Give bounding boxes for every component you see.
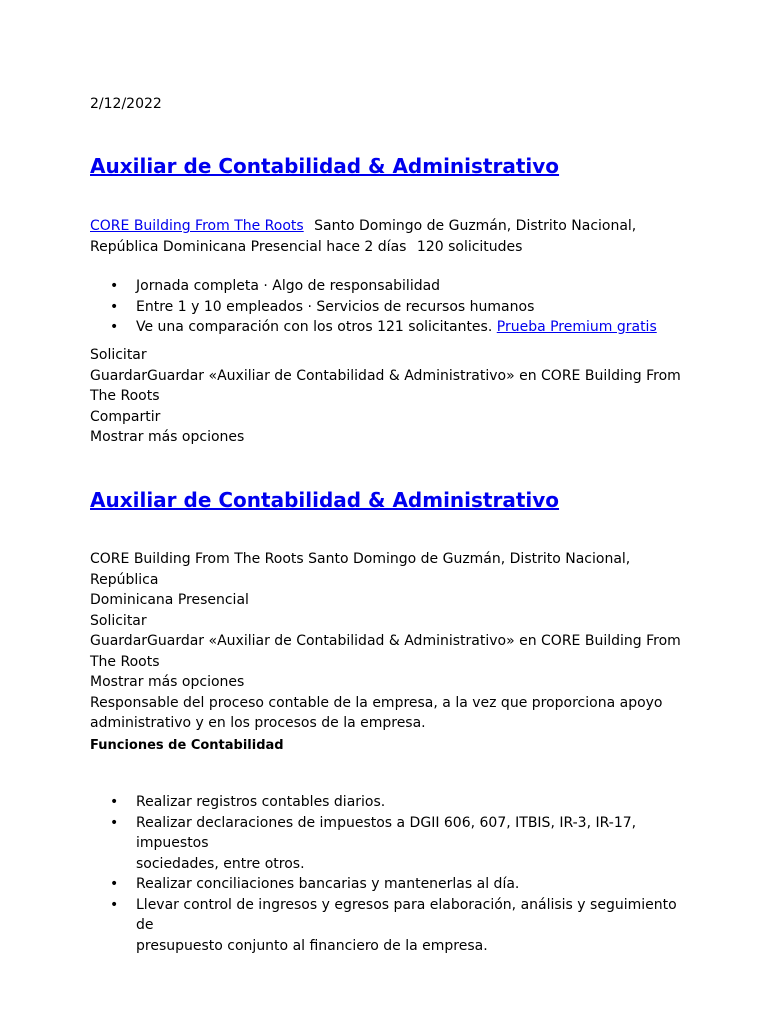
company-location-line: Dominicana Presencial <box>90 592 249 608</box>
document-date: 2/12/2022 <box>90 96 162 112</box>
list-item: • Jornada completa · Algo de responsabilidad <box>90 276 685 297</box>
save-button-cont[interactable]: The Roots <box>90 653 160 670</box>
job-actions-1 <box>90 345 685 448</box>
apply-button[interactable]: Solicitar <box>90 347 147 363</box>
job-highlights-list <box>90 276 685 338</box>
premium-trial-link[interactable]: Prueba Premium gratis <box>496 319 657 335</box>
applicants-count: 120 solicitudes <box>416 238 523 255</box>
share-button[interactable]: Compartir <box>90 408 161 425</box>
job-meta-2 <box>90 549 685 734</box>
more-options-button[interactable]: Mostrar más opciones <box>90 674 245 690</box>
job-description: administrativo y en los procesos de la empresa. <box>90 715 426 731</box>
save-button-cont[interactable]: The Roots <box>90 388 160 404</box>
list-item: • Realizar registros contables diarios. <box>90 792 685 813</box>
list-item: • Realizar declaraciones de impuestos a DGII 606, 607, ITBIS, IR-3, IR-17, impuestos sociedades, entre otros. <box>90 813 685 875</box>
job-title-link-2[interactable]: Auxiliar de Contabilidad & Administrativo <box>90 488 560 512</box>
job-title-link-1[interactable]: Auxiliar de Contabilidad & Administrativo <box>90 154 560 178</box>
section-heading: Funciones de Contabilidad <box>90 738 284 753</box>
job-meta-1 <box>90 216 685 257</box>
list-item: • Llevar control de ingresos y egresos para elaboración, análisis y seguimiento de presupuesto conjunto al financiero de la empresa. <box>90 895 685 957</box>
list-item: • Realizar conciliaciones bancarias y mantenerlas al día. <box>90 874 685 895</box>
company-link[interactable]: CORE Building From The Roots <box>90 218 304 234</box>
save-button[interactable]: GuardarGuardar «Auxiliar de Contabilidad & Administrativo» en CORE Building From <box>90 633 681 649</box>
job-location-2: República Dominicana Presencial hace 2 días <box>90 238 407 255</box>
company-location-line: CORE Building From The Roots Santo Domingo de Guzmán, Distrito Nacional, República <box>90 551 631 588</box>
apply-button[interactable]: Solicitar <box>90 612 147 629</box>
list-item: • Ve una comparación con los otros 121 solicitantes. Prueba Premium gratis <box>90 317 685 338</box>
job-description: Responsable del proceso contable de la empresa, a la vez que proporciona apoyo <box>90 694 663 711</box>
list-item: • Entre 1 y 10 empleados · Servicios de recursos humanos <box>90 297 685 318</box>
job-location-1: Santo Domingo de Guzmán, Distrito Nacional, <box>314 218 637 234</box>
more-options-button[interactable]: Mostrar más opciones <box>90 429 245 445</box>
functions-list <box>90 792 685 956</box>
save-button[interactable]: GuardarGuardar «Auxiliar de Contabilidad & Administrativo» en CORE Building From <box>90 367 681 384</box>
